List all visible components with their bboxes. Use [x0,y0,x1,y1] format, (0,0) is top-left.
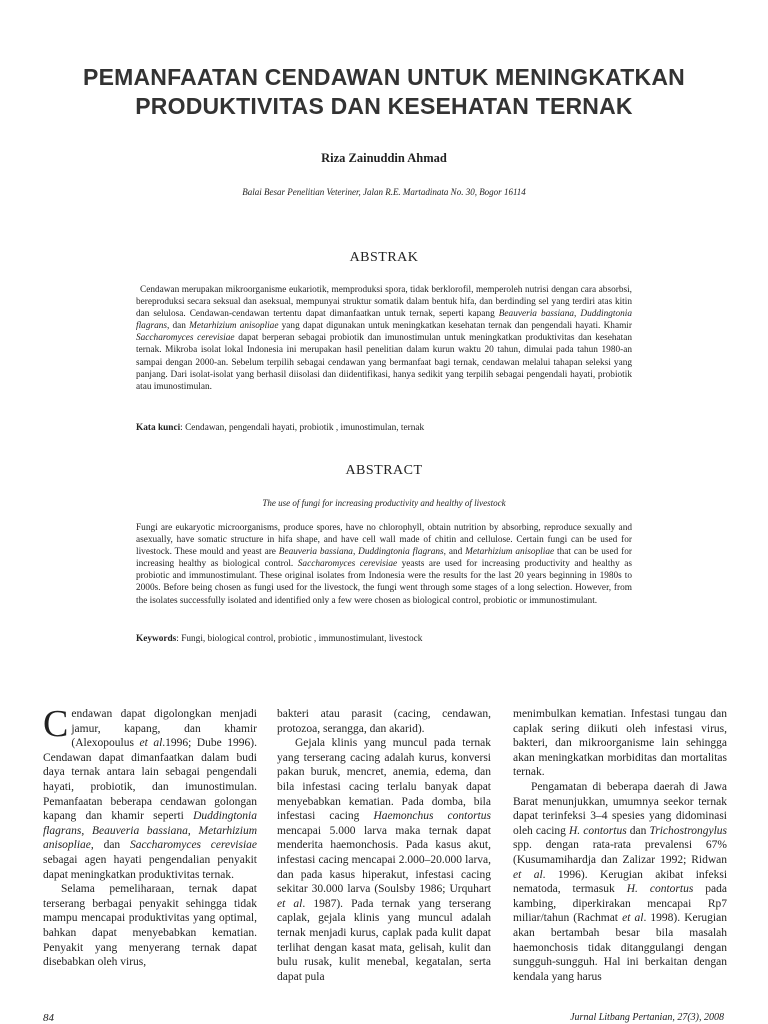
text-run: mencapai 5.000 larva maka ternak dapat menderita haemonchosis. Pada kasus akut, infestasi cacing mencapai 2.000–20.000 larva, dan pada kasus hiperakut, infestasi cacing sekitar 30.000 larva (Soulsby 1986; Urquhart [277,824,491,896]
body-column-2 [277,707,491,984]
body-column-1 [43,703,258,970]
keywords-text: : Fungi, biological control, probiotic , immunostimulant, livestock [176,634,423,644]
et-al: et al [139,737,163,750]
title-line-2: PRODUKTIVITAS DAN KESEHATAN TERNAK [135,93,633,119]
journal-footer: Jurnal Litbang Pertanian, 27(3), 2008 [570,1012,724,1023]
species-name: Saccharomyces cerevisiae [136,333,235,344]
body-column-3 [513,707,727,984]
abstrak-text-2: yang dapat digunakan untuk meningkatkan kesehatan ternak dan pengendali hayati. Khamir [278,321,632,332]
abstract-subtitle: The use of fungi for increasing productivity and healthy of livestock [262,498,506,508]
abstract-text-3: yeasts are used for increasing productivity and healthy as probiotic and immunostimulant. These original isolates from Indonesia were the results for the last 20 years beginning in 1980s to 2000s. Before being chosen as fungi used for the livestock, the fungi went through some stages of a long selection. However, from the isolates successfully isolated and identified only a few were chosen as biological control, probiotic or immunostimulant. [136,559,632,606]
species-name: Haemonchus contortus [373,810,491,823]
separator: , [352,547,359,558]
paragraph [513,780,727,984]
separator: , [187,824,199,837]
separator: , [81,824,92,837]
species-name: Duddingtonia flagrans [43,810,257,837]
text-run: Pengamatan di beberapa daerah di Jawa Barat menunjukkan, umumnya seekor ternak dapat terinfeksi 3–4 spesies yang didominasi oleh cacing [513,780,727,837]
abstract-heading: ABSTRACT [345,463,423,478]
abstrak-text-3: dapat berperan sebagai probiotik dan imunostimulan untuk meningkatkan produktivitas dan kesehatan ternak. Mikroba isolat lokal Indonesia ini merupakan hasil penelitian dalam kurun waktu 20 tahun, dimulai pada tahun 1980-an sampai dengan 2000-an. Sebelum terpilih sebagai cendawan yang bermanfaat bagi ternak, cendawan melalui tahapan seleksi yang panjang. Dari isolat-isolat yang berhasil diisolasi dan diidentifikasi, hanya sedikit yang terpilih sebagai pengendali hayati, probiotik atau imunostimulan. [136,333,632,392]
et-al: et al [513,868,543,881]
paragraph: Selama pemeliharaan, ternak dapat terserang berbagai penyakit sehingga tidak mampu mencapai produktivitas yang optimal, bahkan dapat menyebabkan kematian. Penyakit yang menyerang ternak dapat disebabkan oleh virus, [43,883,257,969]
species-name: H. contortus [568,824,627,837]
separator: , dan [167,321,190,332]
keywords [136,633,632,645]
page-number: 84 [43,1012,54,1024]
title-line-1: PEMANFAATAN CENDAWAN UNTUK MENINGKATKAN [83,64,685,90]
separator: , and [443,547,466,558]
abstract-body [136,522,632,607]
paper-title [0,63,768,121]
et-al: et al [622,912,644,925]
text-run: sebagai agen hayati pengendalian penyakit dapat meningkatkan produktivitas ternak. [43,853,257,881]
abstract-text-2: that can be used for increasing healthy as biological control. [136,547,632,570]
species-name: H. contortus [626,883,694,896]
separator: , [574,309,581,320]
abstract-text-1: Fungi are eukaryotic microorganisms, produce spores, have no chlorophyll, obtain nutrition by absorbing, reproduce sexually and asexually, have somatic structure in hifa shape, and have cell wall made of chitin and cellulose. Certain fungi can be used for livestock. These mould and yeast are [136,523,632,558]
text-run: pada kambing, diperkirakan mencapai Rp7 miliar/tahun (Rachmat [513,883,728,925]
text-run: endawan dapat digolongkan menjadi jamur, kapang, dan khamir (Alexopoulus [71,708,257,750]
text-run: spp. dengan rata-rata prevalensi 67% (Kusumamihardja dan Zalizar 1992; Ridwan [513,839,727,866]
species-name: Saccharomyces cerevisiae [297,559,398,570]
text-run: Gejala klinis yang muncul pada ternak yang terserang cacing adalah kurus, konversi pakan buruk, mencret, anemia, edema, dan bila infestasi cacing terlalu banyak dapat menyebabkan kematian. Pada domba, bila infestasi cacing [277,737,491,823]
species-name: Metarhizium anisopliae [465,547,555,558]
species-name: Beauveria bassiana [498,309,575,320]
keywords-label: Keywords [136,634,177,644]
species-name: Duddingtonia flagrans [358,547,444,558]
paragraph: bakteri atau parasit (cacing, cendawan, protozoa, serangga, dan akarid). [277,708,491,735]
abstrak-text-1: Cendawan merupakan mikroorganisme eukariotik, memproduksi spora, tidak berklorofil, memperoleh nutrisi dengan cara absorbsi, bereproduksi secara seksual dan aseksual, mempunyai struktur somatik dalam bentuk hifa, dan berdinding sel yang terdiri atas kitin dan selulosa. Cendawan-cendawan tertentu dapat dimanfaatkan untuk ternak, seperti kapang [136,285,632,320]
author-affiliation: Balai Besar Penelitian Veteriner, Jalan R.E. Martadinata No. 30, Bogor 16114 [242,187,526,197]
et-al: et al [277,897,303,910]
species-name: Beauveria bassiana [278,547,353,558]
kata-kunci-label: Kata kunci [136,423,181,433]
species-name: Beauveria bassiana [91,824,188,837]
paragraph [277,736,491,984]
kata-kunci [136,422,632,434]
abstrak-body [136,284,632,393]
species-name: Duddingtonia flagrans [136,309,633,332]
author-name: Riza Zainuddin Ahmad [321,151,447,165]
species-name: Trichostrongylus [649,824,728,837]
abstrak-heading: ABSTRAK [349,250,419,265]
paragraph [43,703,258,882]
separator: , dan [90,839,130,852]
species-name: Metarhizium anisopliae [189,321,279,332]
text-run: dan [626,824,650,837]
kata-kunci-text: : Cendawan, pengendali hayati, probiotik , imunostimulan, ternak [180,423,425,433]
species-name: Saccharomyces cerevisiae [129,839,257,852]
species-name: Metarhizium anisopliae [43,824,258,852]
text-run: . 1987). Pada ternak yang terserang caplak, gejala klinis yang muncul adalah ternak menjadi kurus, caplak pada kulit dapat terlihat dengan kasat mata, gelisah, kulit dan bulu rusak, kulit menebal, kegatalan, serta dapat pula [277,897,491,983]
text-run: .1996; Dube 1996). Cendawan dapat dimanfaatkan dalam budi daya ternak antara lain sebagai pengendali hayati, probiotik, dan imunostimulan. Pemanfaatan beberapa cendawan golongan kapang dan khamir seperti [43,737,258,823]
paragraph: menimbulkan kematian. Infestasi tungau dan caplak sering diikuti oleh infestasi virus, bakteri, dan mikroorganisme lain sehingga akan meningkatkan morbiditas dan mortalitas ternak. [513,708,727,779]
drop-cap: C [43,703,69,745]
text-run: . 1998). Kerugian akan bertambah besar bila masalah haemonchosis tidak ditanggulangi dengan sungguh-sungguh. Hal ini berkaitan dengan kendala yang harus [513,912,727,983]
text-run: . 1996). Kerugian akibat infeksi nematoda, termasuk [513,868,728,896]
